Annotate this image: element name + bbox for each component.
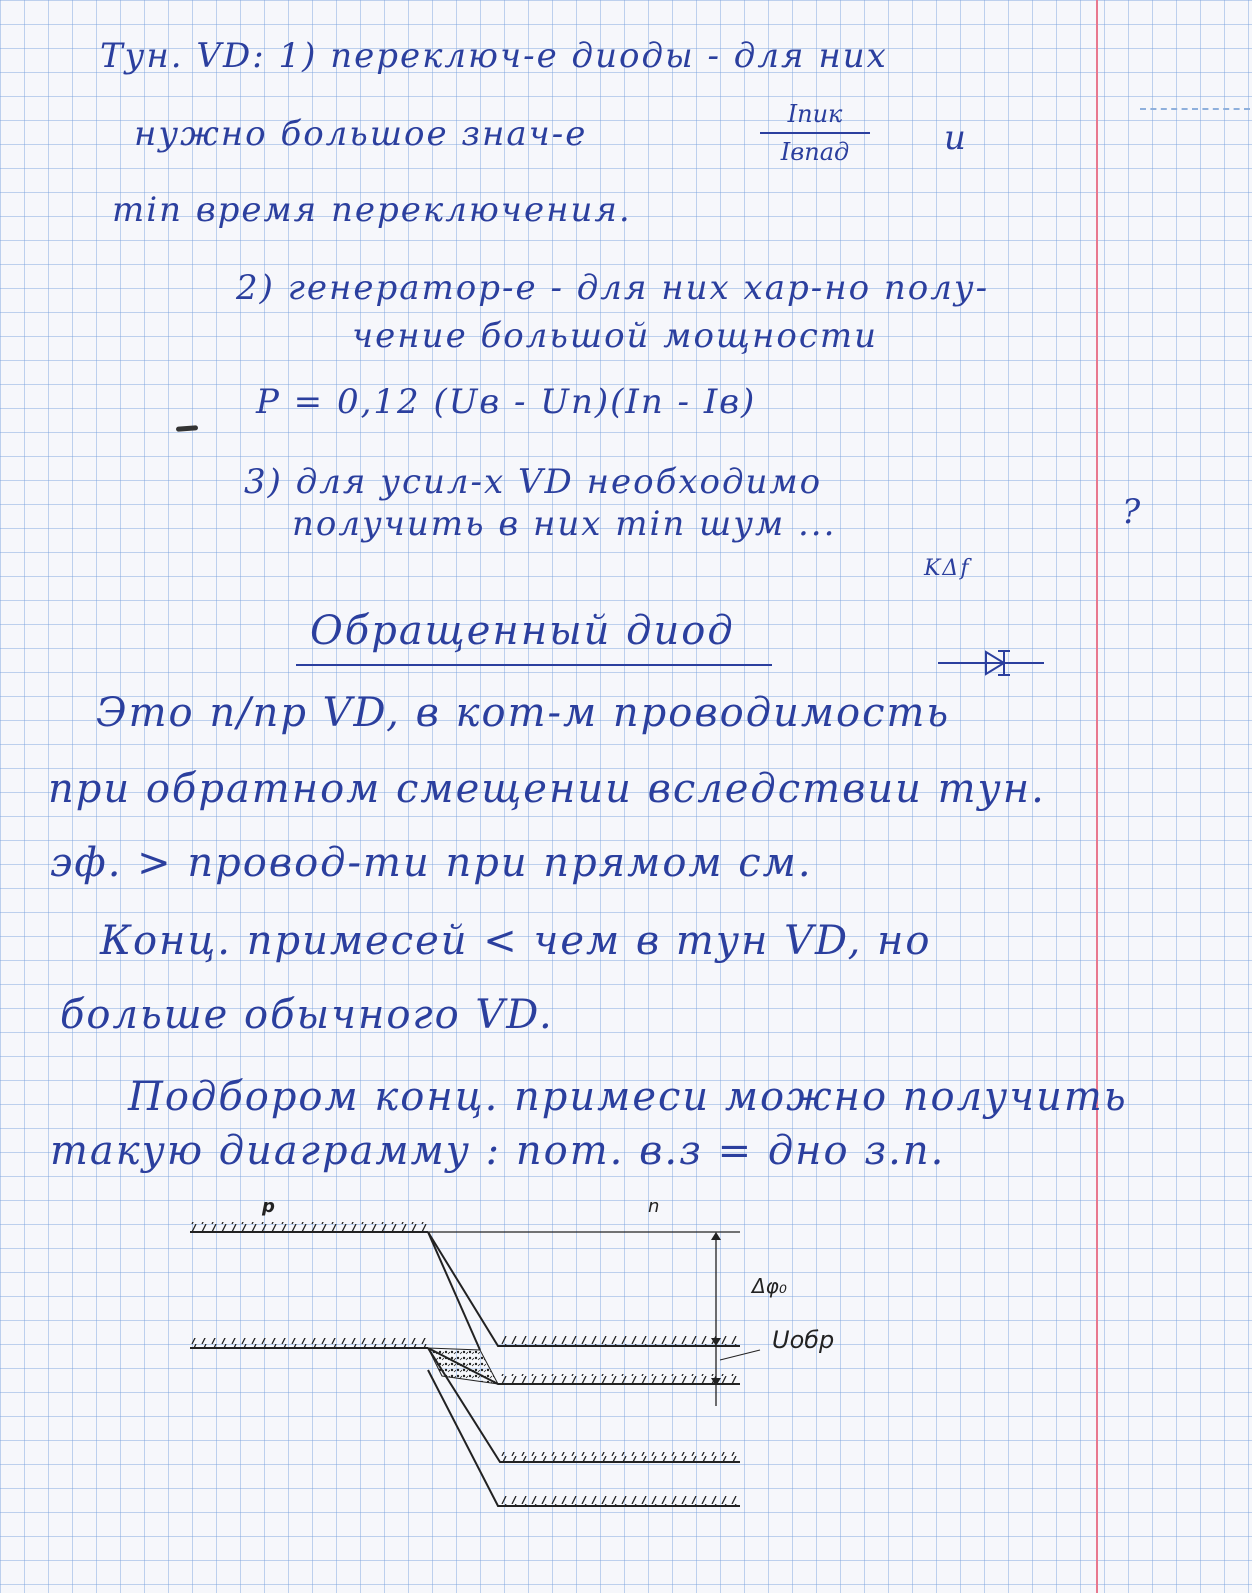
label-n: n — [648, 1196, 660, 1217]
band-edge-1b — [428, 1232, 480, 1350]
band-diagram — [180, 1200, 880, 1540]
margin-line — [1096, 0, 1098, 1593]
band-hatch-4 — [498, 1496, 740, 1506]
fraction-denominator: Iвпад — [780, 138, 850, 166]
band-edge-4 — [428, 1370, 740, 1506]
notes-line-1: Тун. VD: 1) переключ-е диоды - для них — [100, 36, 888, 76]
kdf-note: KΔf — [924, 556, 971, 581]
para3-line-1: Подбором конц. примеси можно получить — [128, 1074, 1128, 1120]
fraction-bar — [760, 132, 870, 134]
section-title: Обращенный диод — [310, 608, 735, 654]
title-underline — [296, 664, 772, 666]
para2-line-2: больше обычного VD. — [60, 992, 554, 1038]
question-mark: ? — [1122, 492, 1143, 532]
fraction-ipeak-ivalley — [760, 100, 870, 166]
label-uobr: Uобр — [772, 1326, 835, 1354]
fraction-numerator: Iпик — [787, 100, 843, 128]
notes-line-5: чение большой мощности — [352, 316, 878, 356]
diode-symbol-icon — [938, 648, 1048, 678]
band-hatch-n-lower — [498, 1374, 740, 1384]
formula-power: P = 0,12 (Uв - Uп)(Iп - Iв) — [256, 382, 757, 422]
para1-line-2: при обратном смещении вследствии тун. — [48, 766, 1046, 812]
notes-line-4: 2) генератор-е - для них хар-но полу- — [236, 268, 990, 308]
margin-dash — [1140, 108, 1250, 110]
para1-line-1: Это п/пр VD, в кот-м проводимость — [96, 690, 951, 736]
arrow-top — [711, 1232, 721, 1240]
band-hatch-n-upper — [498, 1336, 740, 1346]
uobr-leader — [720, 1350, 760, 1360]
notes-line-3: min время переключения. — [112, 190, 632, 230]
label-dphi: Δφ₀ — [752, 1274, 787, 1298]
band-hatch-3 — [500, 1452, 740, 1462]
notes-line-7: 3) для усил-х VD необходимо — [244, 462, 823, 502]
para3-line-2: такую диаграмму : пот. в.з = дно з.п. — [50, 1128, 946, 1174]
notes-line-2a: нужно большое знач-е — [134, 114, 588, 154]
notes-line-2b: и — [944, 118, 968, 158]
para1-line-3: эф. > провод-ти при прямом см. — [50, 840, 813, 886]
pencil-mark — [176, 425, 198, 432]
label-p: p — [262, 1196, 275, 1217]
band-hatch-p-lower — [190, 1338, 428, 1348]
band-conduction-p — [190, 1222, 428, 1232]
notes-line-8: получить в них min шум ... — [292, 504, 837, 544]
para2-line-1: Конц. примесей < чем в тун VD, но — [100, 918, 932, 964]
band-edge-1 — [428, 1232, 740, 1346]
